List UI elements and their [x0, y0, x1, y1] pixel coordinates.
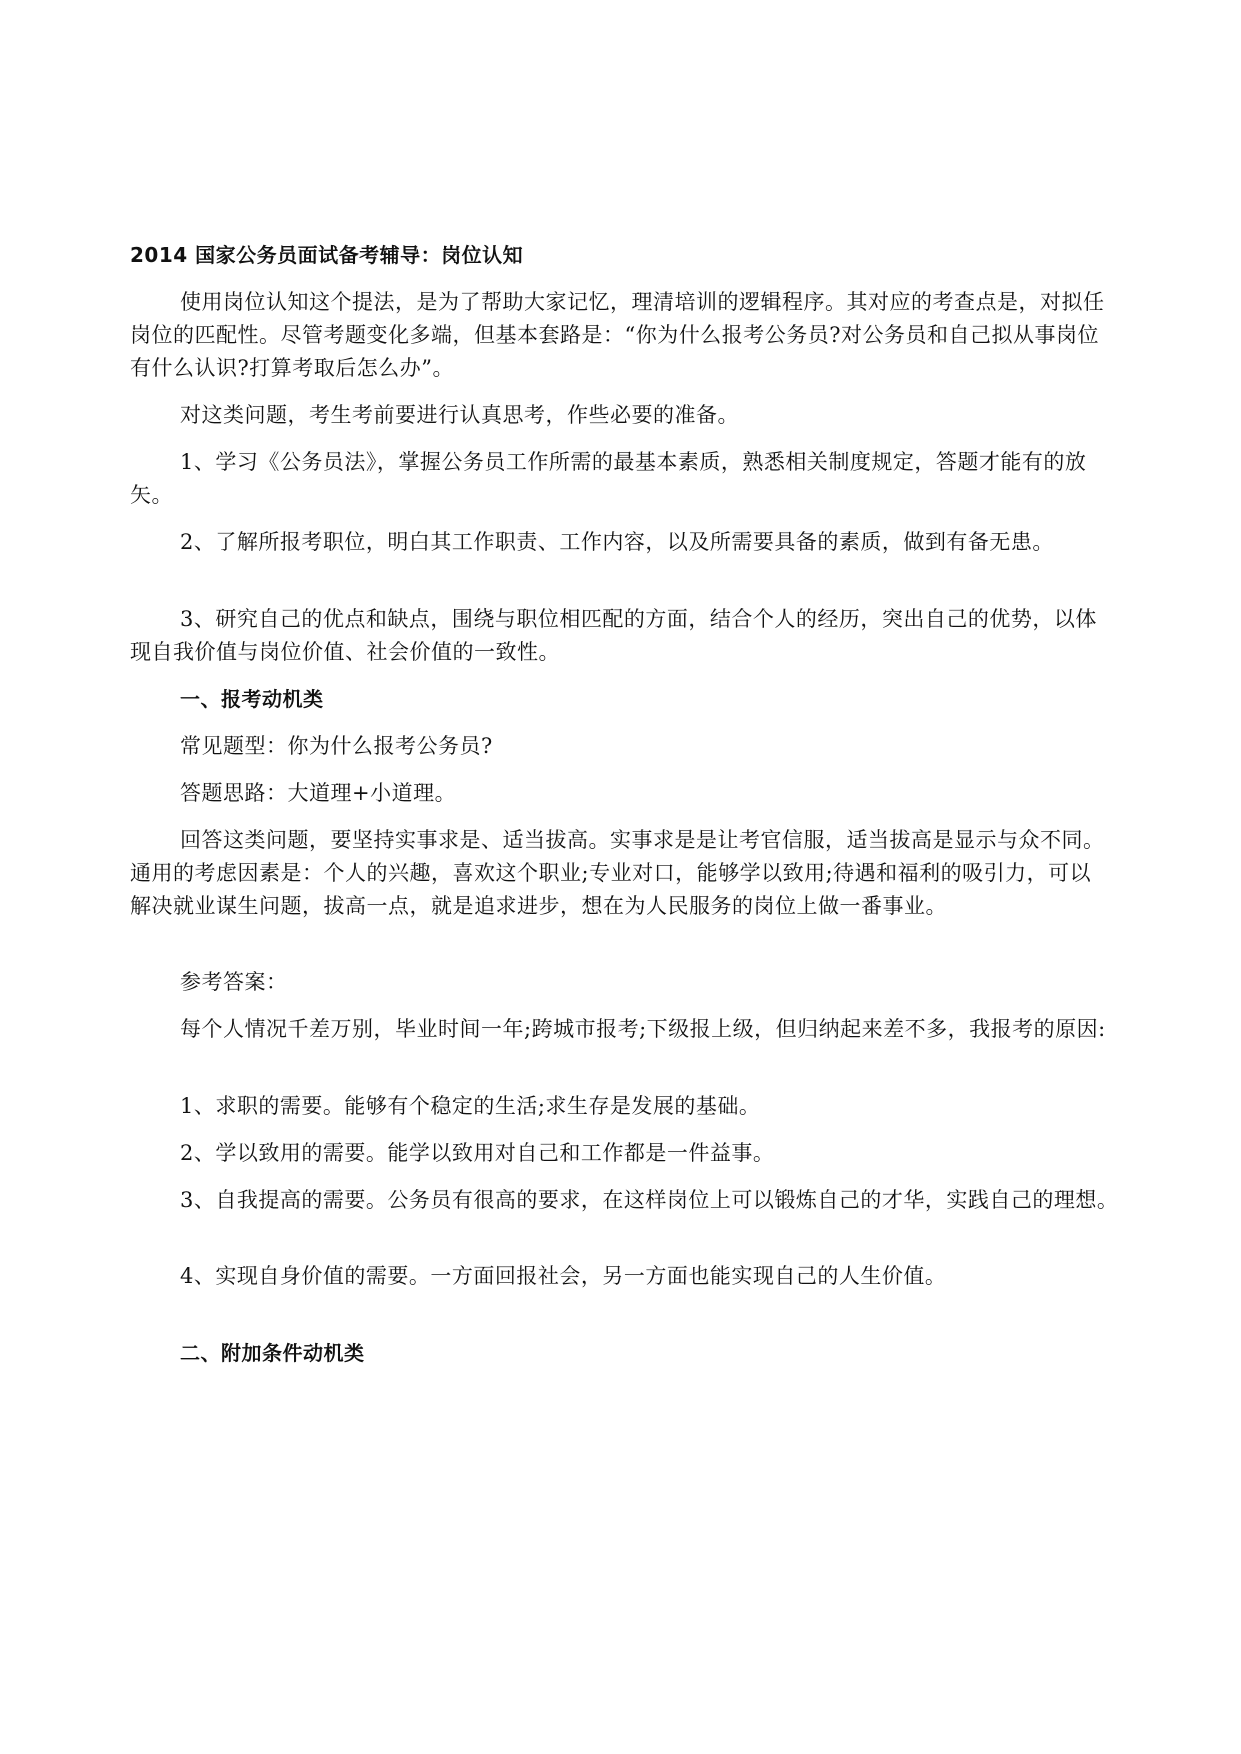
- prep-item-1-line-1: 1、学习《公务员法》，掌握公务员工作所需的最基本素质，熟悉相关制度规定，答题才能有的放: [180, 450, 1087, 474]
- section-2-heading: 二、附加条件动机类: [180, 1341, 365, 1365]
- answer-line-1: 回答这类问题，要坚持实事求是、适当拔高。实事求是是让考官信服，适当拔高是显示与众不同。: [180, 828, 1105, 852]
- answer-line-3: 解决就业谋生问题，拔高一点，就是追求进步，想在为人民服务的岗位上做一番事业。: [130, 894, 947, 918]
- intro-line-3: 有什么认识?打算考取后怎么办”。: [130, 356, 454, 380]
- document-title: 2014 国家公务员面试备考辅导：岗位认知: [130, 243, 524, 267]
- answer-approach: 答题思路：大道理+小道理。: [180, 781, 457, 805]
- answer-line-2: 通用的考虑因素是：个人的兴趣，喜欢这个职业;专业对口，能够学以致用;待遇和福利的吸引力，可以: [130, 861, 1092, 885]
- prepare-paragraph: 对这类问题，考生考前要进行认真思考，作些必要的准备。: [180, 403, 739, 427]
- reason-2: 2、学以致用的需要。能学以致用对自己和工作都是一件益事。: [180, 1141, 775, 1165]
- reference-answer-text: 每个人情况千差万别，毕业时间一年;跨城市报考;下级报上级，但归纳起来差不多，我报考的原因:: [180, 1017, 1106, 1041]
- reference-answer-label: 参考答案：: [180, 970, 288, 994]
- reason-3: 3、自我提高的需要。公务员有很高的要求，在这样岗位上可以锻炼自己的才华，实践自己的理想。: [180, 1188, 1119, 1212]
- common-question: 常见题型：你为什么报考公务员?: [180, 734, 493, 758]
- prep-item-2: 2、了解所报考职位，明白其工作职责、工作内容，以及所需要具备的素质，做到有备无患。: [180, 530, 1054, 554]
- prep-item-3-line-1: 3、研究自己的优点和缺点，围绕与职位相匹配的方面，结合个人的经历，突出自己的优势，以体: [180, 607, 1097, 631]
- reason-1: 1、求职的需要。能够有个稳定的生活;求生存是发展的基础。: [180, 1094, 761, 1118]
- prep-item-3-line-2: 现自我价值与岗位价值、社会价值的一致性。: [130, 640, 560, 664]
- intro-line-2: 岗位的匹配性。尽管考题变化多端，但基本套路是：“你为什么报考公务员?对公务员和自己拟从事岗位: [130, 323, 1099, 347]
- intro-line-1: 使用岗位认知这个提法，是为了帮助大家记忆，理清培训的逻辑程序。其对应的考查点是，对拟任: [180, 290, 1105, 314]
- reason-4: 4、实现自身价值的需要。一方面回报社会，另一方面也能实现自己的人生价值。: [180, 1264, 947, 1288]
- prep-item-1-line-2: 矢。: [130, 483, 173, 507]
- section-1-heading: 一、报考动机类: [180, 687, 324, 711]
